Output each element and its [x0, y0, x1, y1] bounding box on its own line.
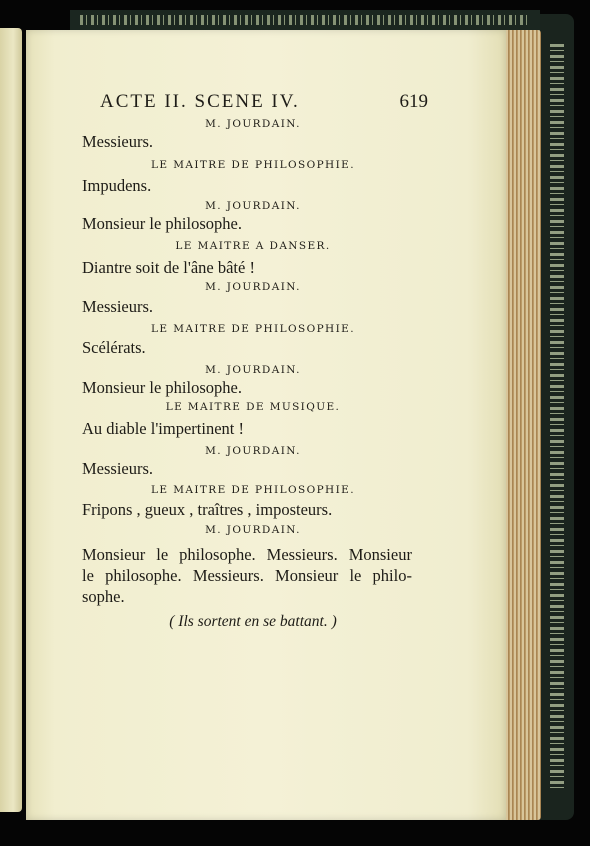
speech-line: Monsieur le philosophe.	[82, 378, 242, 397]
binding-top	[70, 10, 540, 32]
left-page-edge	[0, 28, 22, 812]
speaker-name: M. JOURDAIN.	[205, 281, 301, 293]
speech-line: Messieurs.	[82, 297, 154, 316]
speaker-name: LE MAITRE A DANSER.	[175, 240, 331, 252]
page-number: 619	[399, 91, 428, 112]
speech-line: Messieurs.	[82, 132, 154, 151]
final-speech-line	[82, 545, 412, 565]
speaker-name: LE MAITRE DE PHILOSOPHIE.	[151, 484, 355, 496]
word: Monsieur	[82, 545, 146, 564]
word: Monsieur	[275, 566, 339, 585]
final-speech-line: sophe.	[82, 587, 125, 606]
stage-direction: ( Ils sortent en se battant. )	[169, 613, 337, 630]
word: Monsieur	[348, 545, 412, 564]
greek-key-border-right	[550, 44, 564, 790]
book-page	[26, 30, 506, 820]
page-fore-edge	[505, 30, 541, 820]
speech-line: Au diable l'impertinent !	[82, 419, 244, 438]
speech-line: Messieurs.	[82, 459, 154, 478]
word: Messieurs.	[266, 545, 338, 564]
speech-line: Diantre soit de l'âne bâté !	[82, 258, 255, 277]
speaker-name: M. JOURDAIN.	[205, 445, 301, 457]
word: philo-	[372, 566, 412, 585]
word: le	[156, 545, 169, 564]
word: Messieurs.	[192, 566, 264, 585]
running-head-title: ACTE II. SCENE IV.	[100, 91, 300, 112]
speech-line: Fripons , gueux , traîtres , imposteurs.	[82, 500, 333, 519]
speech-line: Monsieur le philosophe.	[82, 214, 242, 233]
word: philosophe.	[105, 566, 182, 585]
word: le	[82, 566, 94, 585]
greek-key-border	[80, 15, 530, 25]
speaker-name: M. JOURDAIN.	[205, 364, 301, 376]
speaker-name: LE MAITRE DE MUSIQUE.	[165, 401, 341, 413]
speaker-name: LE MAITRE DE PHILOSOPHIE.	[151, 159, 355, 171]
speaker-name: LE MAITRE DE PHILOSOPHIE.	[151, 323, 355, 335]
speaker-name: M. JOURDAIN.	[205, 524, 301, 536]
word: le	[349, 566, 362, 585]
word: philosophe.	[179, 545, 256, 564]
speech-line: Impudens.	[82, 176, 152, 195]
speaker-name: M. JOURDAIN.	[205, 118, 301, 130]
final-speech-line	[82, 566, 412, 586]
speech-line: Scélérats.	[82, 338, 146, 357]
binding-spine	[540, 14, 574, 820]
speaker-name: M. JOURDAIN.	[205, 200, 301, 212]
